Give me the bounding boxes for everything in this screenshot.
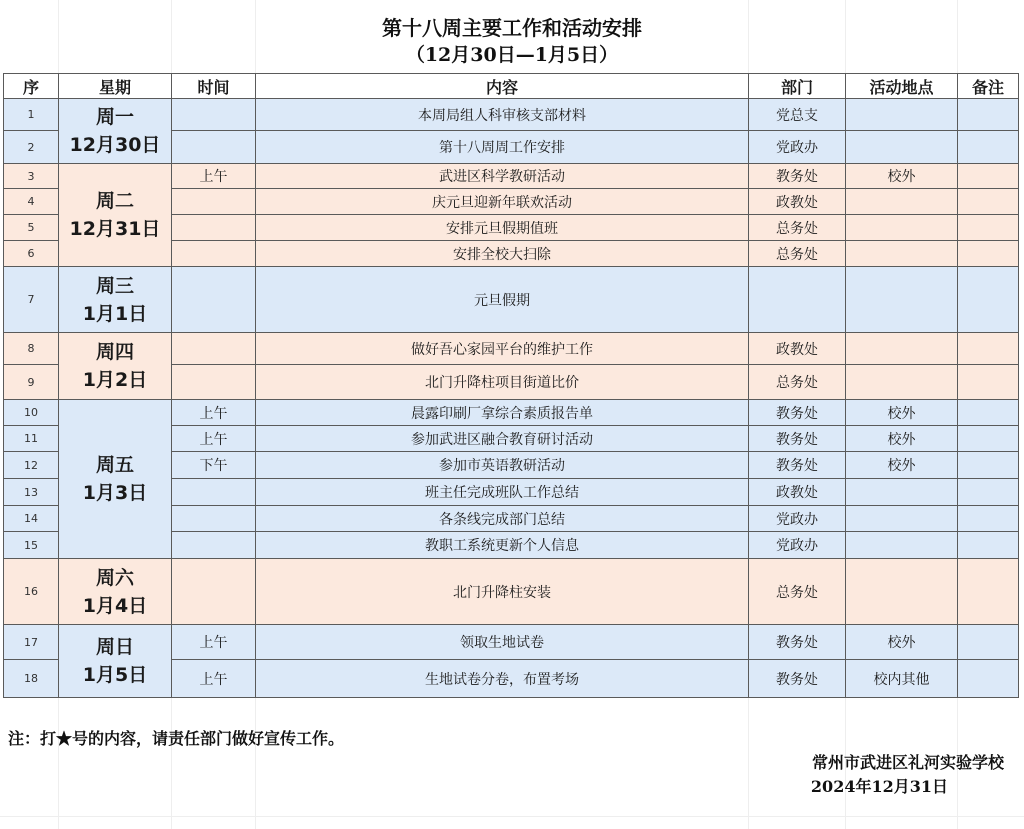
row-remark: [958, 426, 1019, 452]
row-seq: 7: [4, 267, 59, 333]
header-row: [4, 74, 1019, 99]
row-remark: [958, 215, 1019, 241]
row-seq: 5: [4, 215, 59, 241]
row-location: [846, 559, 958, 625]
row-content: 领取生地试卷: [256, 625, 749, 660]
row-seq: 15: [4, 532, 59, 559]
row-remark: [958, 241, 1019, 267]
row-location: [846, 479, 958, 506]
row-remark: [958, 164, 1019, 189]
row-seq: 17: [4, 625, 59, 660]
row-content: 参加武进区融合教育研讨活动: [256, 426, 749, 452]
row-dept: 教务处: [749, 660, 846, 698]
table-row: [4, 164, 1019, 189]
row-time: 上午: [172, 625, 256, 660]
header-remark: 备注: [958, 74, 1019, 99]
header-time: 时间: [172, 74, 256, 99]
row-dept: 总务处: [749, 365, 846, 400]
row-dept: 党政办: [749, 506, 846, 532]
row-seq: 11: [4, 426, 59, 452]
row-location: 校内其他: [846, 660, 958, 698]
day-name: 周六: [95, 566, 134, 589]
row-location: [846, 189, 958, 215]
row-location: [846, 532, 958, 559]
row-time: [172, 267, 256, 333]
row-content: 各条线完成部门总结: [256, 506, 749, 532]
row-remark: [958, 333, 1019, 365]
header-dept: 部门: [749, 74, 846, 99]
row-location: 校外: [846, 452, 958, 479]
row-remark: [958, 660, 1019, 698]
row-location: [846, 131, 958, 164]
day-cell: [59, 625, 172, 698]
row-time: [172, 559, 256, 625]
row-remark: [958, 532, 1019, 559]
row-seq: 12: [4, 452, 59, 479]
row-time: 上午: [172, 400, 256, 426]
row-location: [846, 333, 958, 365]
row-remark: [958, 189, 1019, 215]
row-seq: 2: [4, 131, 59, 164]
row-time: 上午: [172, 164, 256, 189]
row-time: 上午: [172, 426, 256, 452]
day-date: 1月1日: [82, 302, 148, 325]
day-cell: [59, 267, 172, 333]
row-remark: [958, 267, 1019, 333]
row-content: 班主任完成班队工作总结: [256, 479, 749, 506]
row-content: 参加市英语教研活动: [256, 452, 749, 479]
row-remark: [958, 625, 1019, 660]
row-time: [172, 241, 256, 267]
row-content: 本周局组人科审核支部材料: [256, 99, 749, 131]
row-seq: 9: [4, 365, 59, 400]
row-dept: 党政办: [749, 532, 846, 559]
row-dept: 党总支: [749, 99, 846, 131]
schedule-table: [3, 73, 1019, 698]
row-seq: 1: [4, 99, 59, 131]
row-remark: [958, 452, 1019, 479]
row-seq: 3: [4, 164, 59, 189]
page-title: 第十八周主要工作和活动安排: [382, 16, 642, 40]
row-time: [172, 99, 256, 131]
row-time: [172, 215, 256, 241]
row-remark: [958, 99, 1019, 131]
row-dept: 教务处: [749, 164, 846, 189]
row-time: 下午: [172, 452, 256, 479]
day-cell: [59, 559, 172, 625]
footnote: 注：打★号的内容，请责任部门做好宣传工作。: [8, 729, 345, 748]
row-location: 校外: [846, 400, 958, 426]
row-location: [846, 506, 958, 532]
row-time: [172, 365, 256, 400]
row-content: 教职工系统更新个人信息: [256, 532, 749, 559]
row-seq: 13: [4, 479, 59, 506]
row-seq: 18: [4, 660, 59, 698]
row-seq: 4: [4, 189, 59, 215]
row-dept: 政教处: [749, 189, 846, 215]
signature-date: 2024年12月31日: [810, 777, 948, 796]
day-cell: [59, 164, 172, 267]
day-cell: [59, 400, 172, 559]
row-dept: 教务处: [749, 400, 846, 426]
row-remark: [958, 365, 1019, 400]
table-row: [4, 333, 1019, 365]
sheet-gridline: [0, 816, 1024, 817]
day-name: 周四: [95, 341, 134, 363]
table-row: [4, 400, 1019, 426]
row-content: 生地试卷分卷，布置考场: [256, 660, 749, 698]
row-remark: [958, 506, 1019, 532]
row-time: [172, 333, 256, 365]
row-location: [846, 215, 958, 241]
row-content: 北门升降柱安装: [256, 559, 749, 625]
table-row: [4, 559, 1019, 625]
day-name: 周五: [95, 454, 134, 476]
row-dept: 政教处: [749, 479, 846, 506]
row-location: [846, 365, 958, 400]
page-subtitle: （12月30日—1月5日）: [405, 44, 619, 66]
row-remark: [958, 559, 1019, 625]
row-dept: 教务处: [749, 625, 846, 660]
day-date: 12月30日: [69, 134, 161, 156]
day-name: 周一: [95, 106, 134, 128]
row-seq: 8: [4, 333, 59, 365]
row-location: 校外: [846, 625, 958, 660]
row-location: [846, 99, 958, 131]
row-dept: 总务处: [749, 559, 846, 625]
day-name: 周三: [95, 274, 134, 297]
row-time: [172, 532, 256, 559]
day-cell: [59, 333, 172, 400]
row-content: 元旦假期: [256, 267, 749, 333]
row-dept: 总务处: [749, 215, 846, 241]
row-location: [846, 267, 958, 333]
row-remark: [958, 479, 1019, 506]
header-day: 星期: [59, 74, 172, 99]
header-seq: 序: [4, 74, 59, 99]
day-name: 周日: [95, 636, 134, 658]
row-dept: 教务处: [749, 426, 846, 452]
row-remark: [958, 131, 1019, 164]
day-date: 1月2日: [82, 369, 148, 391]
day-date: 12月31日: [69, 218, 161, 240]
row-time: [172, 506, 256, 532]
row-content: 庆元旦迎新年联欢活动: [256, 189, 749, 215]
signature-school: 常州市武进区礼河实验学校: [811, 753, 1004, 772]
row-content: 晨露印刷厂拿综合素质报告单: [256, 400, 749, 426]
day-date: 1月4日: [82, 594, 148, 617]
row-dept: 党政办: [749, 131, 846, 164]
row-location: 校外: [846, 164, 958, 189]
row-content: 第十八周周工作安排: [256, 131, 749, 164]
row-seq: 14: [4, 506, 59, 532]
row-seq: 6: [4, 241, 59, 267]
row-content: 北门升降柱项目街道比价: [256, 365, 749, 400]
row-dept: 政教处: [749, 333, 846, 365]
row-seq: 10: [4, 400, 59, 426]
row-content: 武进区科学教研活动: [256, 164, 749, 189]
row-location: [846, 241, 958, 267]
table-row: [4, 267, 1019, 333]
row-dept: [749, 267, 846, 333]
row-dept: 总务处: [749, 241, 846, 267]
table-row: [4, 99, 1019, 131]
row-content: 安排全校大扫除: [256, 241, 749, 267]
row-time: 上午: [172, 660, 256, 698]
day-name: 周二: [95, 190, 134, 212]
row-content: 做好吾心家园平台的维护工作: [256, 333, 749, 365]
day-cell: [59, 99, 172, 164]
row-dept: 教务处: [749, 452, 846, 479]
day-date: 1月3日: [82, 482, 148, 504]
header-content: 内容: [256, 74, 749, 99]
row-seq: 16: [4, 559, 59, 625]
day-date: 1月5日: [82, 664, 148, 686]
header-location: 活动地点: [846, 74, 958, 99]
row-time: [172, 479, 256, 506]
row-content: 安排元旦假期值班: [256, 215, 749, 241]
row-remark: [958, 400, 1019, 426]
row-time: [172, 131, 256, 164]
row-time: [172, 189, 256, 215]
row-location: 校外: [846, 426, 958, 452]
table-row: [4, 625, 1019, 660]
